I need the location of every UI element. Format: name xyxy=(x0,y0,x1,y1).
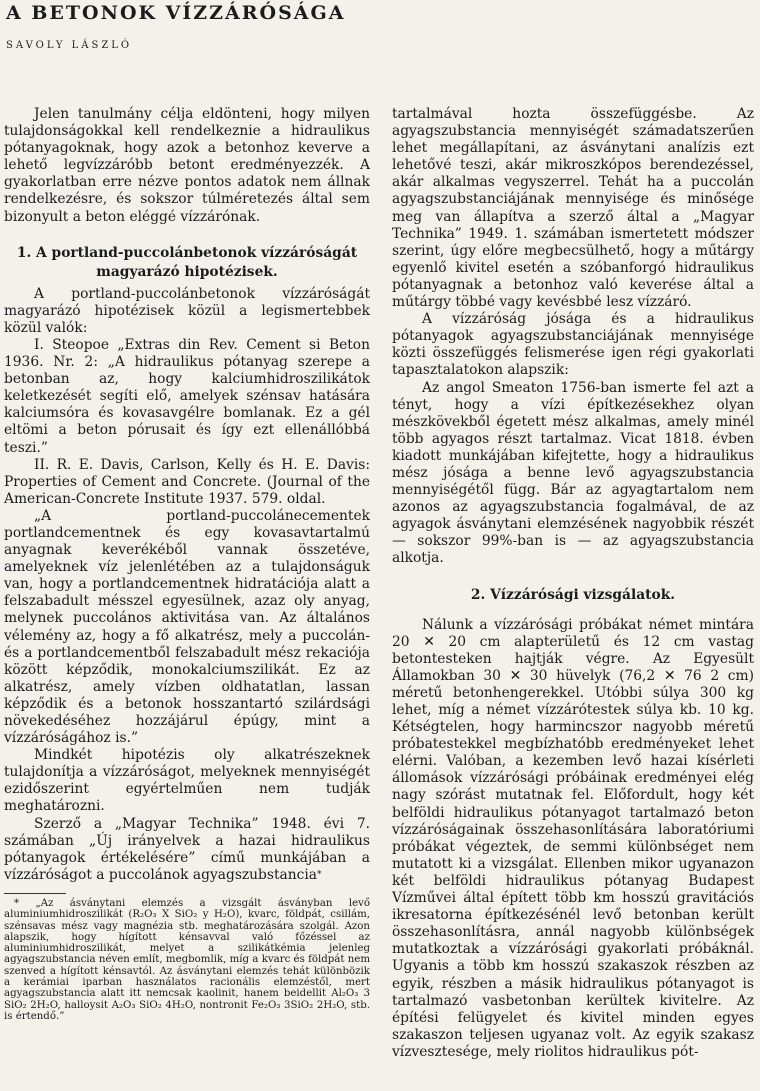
footnote-marker: * xyxy=(317,869,322,880)
continuation-paragraph: tartalmával hozta összefüggésbe. Az agyagszubstancia mennyiségét számadatszerűen lehet megállapítani, az ásványtani analízis ezt lehetővé teszi, akár mikroszkópos berendezéssel, akár alkalmas vegyszerrel. Tehát ha a puccolán agyagszubstanciájának mennyisége és minősége meg van állapítva a szerző által a „Magyar Technika” 1949. 1. számában ismertetett módszer szerint, úgy előre megbecsülhető, hogy a műtárgy egyenlő kivitel esetén a szóbanforgó hidraulikus pótanyagnak a betonhoz való keverése által a műtárgy többé vagy kevésbbé lesz vízzáró. xyxy=(392,106,754,311)
davis-paragraph: II. R. E. Davis, Carlson, Kelly és H. E. Davis: Properties of Cement and Concrete. (Journal of the American-Concrete Institute 1937. 579. oldal. xyxy=(4,456,370,507)
hypotheses-intro-paragraph: A portland-puccolánbetonok vízzáróságát magyarázó hipotézisek közül a legismertebbek közül valók: xyxy=(4,285,370,336)
steopoe-paragraph: I. Steopoe „Extras din Rev. Cement si Beton 1936. Nr. 2: „A hidraulikus pótanyag szerepe a betonban az, hogy kalciumhidroszilikátok keletkezését segíti elő, amelyek szénsav hatására kalciumsóra és kovasavgélre bomlanak. Ez a gél eltömi a beton pórusait és így ezt ellenállóbbá teszi.” xyxy=(4,336,370,456)
left-column xyxy=(4,106,370,1022)
footnote xyxy=(4,898,370,1022)
quote-paragraph: „A portland-puccolánecementek portlandcementnek és egy kovasavtartalmú anyagnak keverékéből vannak összetéve, amelyeknek víz jelenlétében az a tulajdonságuk van, hogy a portlandcementnek hidratációja alatt a felszabadult mésszel egyesülnek, azaz oly anyag, melynek puccolános aktivitása van. Az általános vélemény az, hogy a fő alkatrész, mely a puccolán- és a portlandcementből felszabadult mész rekaciója között képződik, monokalciumszilikát. Ez az alkatrész, amely vízben oldhatatlan, lassan képződik és a betonok hosszantartó szilárdsági növekedéséhez hozzájárul épúgy, mint a vízzáróságához is.” xyxy=(4,507,370,747)
footnote-text: * „Az ásványtani elemzés a vizsgált ásványban levő aluminiumhidroszilikát (R₂O₃ X SiO₂ y H₂O), kvarc, földpát, csillám, szénsavas mész vagy magnézia stb. meghatározására szolgál. Azon alapszik, hogy hígított kénsavval való főzéssel az aluminiumhidroszilikát, melyet a szilikátkémia jelenleg agyagszubstancia néven említ, megbomlik, míg a kvarc és földpát nem szenved a hígított kénsavtól. Az ásványtani elemzés tehát különbözik a kerámiai iparban használatos racionális elemzéstől, mert agyagszubstancia alatt itt nemcsak kaolinit, hanem beidellit Al₂O₃ 3 SiO₂ 2H₂O, halloysit A₂O₃ SiO₂ 4H₂O, nontronit Fe₂O₃ 3SiO₂ 2H₂O, stb. is értendő.” xyxy=(4,897,370,1022)
section-heading-1: 1. A portland-puccolánbetonok vízzáróságát magyarázó hipotézisek. xyxy=(16,244,358,280)
right-column xyxy=(392,106,754,1061)
author-paragraph xyxy=(4,816,370,884)
author-name: SAVOLY LÁSZLÓ xyxy=(6,40,133,51)
author-paragraph-text: Szerző a „Magyar Technika” 1948. évi 7. számában „Új irányelvek a hazai hidraulikus pótanyagok értékelésére” című munkájában a vízzáróságot a puccolánok agyagszubstancia xyxy=(4,815,370,883)
relationship-paragraph: A vízzáróság jósága és a hidraulikus pótanyagok agyagszubstanciájának mennyisége közti összefüggés felismerése igen régi gyakorlati tapasztalatokon alapszik: xyxy=(392,311,754,379)
article-title: A BETONOK VÍZZÁRÓSÁGA xyxy=(6,2,346,24)
history-paragraph: Az angol Smeaton 1756-ban ismerte fel azt a tényt, hogy a vízi építkezésekhez olyan mészkövekből égetett mész alkalmas, amely minél több agyagos részt tartalmaz. Vicat 1818. évben kiadott munkájában kifejtette, hogy a hidraulikus mész jósága a benne levő agyagszubstancia mennyiségétől függ. Bár az agyagtartalom nem azonos az agyagszubstancia fogalmával, de az agyagok ásványtani elemzésének nagyobbik részét — sokszor 99%-ban is — az agyagszubstancia alkotja. xyxy=(392,379,754,567)
intro-paragraph: Jelen tanulmány célja eldönteni, hogy milyen tulajdonságokkal kell rendelkeznie a hidraulikus pótanyagoknak, hogy azok a betonhoz keverve a lehető legvízzáróbb betont eredményezzék. A gyakorlatban erre nézve pontos adatok nem állnak rendelkezésre, és sokszor túlméretezés által sem bizonyult a beton eléggé vízzárónak. xyxy=(4,106,370,225)
footnote-divider xyxy=(4,893,66,894)
both-hypotheses-paragraph: Mindkét hipotézis oly alkatrészeknek tulajdonítja a vízzáróságot, melyeknek mennyiségét ezidőszerint egyértelműen nem tudják meghatározni. xyxy=(4,747,370,815)
section-heading-2: 2. Vízzárósági vizsgálatok. xyxy=(470,586,676,603)
tests-paragraph: Nálunk a vízzárósági próbákat német mintára 20 ✕ 20 cm alapterületű és 12 cm vastag betontesteken hajtják végre. Az Egyesült Államokban 30 ✕ 30 hüvelyk (76,2 ✕ 76 2 cm) méretű betonhengerekkel. Utóbbi súlya 300 kg lehet, míg a német vízzárótestek súlya kb. 10 kg. Kétségtelen, hogy harmincszor nagyobb méretű próbatestekkel megbízhatóbb eredményeket lehet elérni. Valóban, a kezemben levő hazai kísérleti állomások vízzárósági próbáinak eredményei elég nagy szórást mutatnak fel. Előfordult, hogy két belföldi hidraulikus pótanyagot tartalmazó beton vízzáróságainak összehasonlítására laboratóriumi próbákat végeztek, de semmi különbséget nem mutatott ki a vizsgálat. Ellenben mikor ugyanazon két belföldi hidraulikus pótanyag Budapest Vízművei által épített több km hosszú gravitációs ikresatorna építkezésénél levő betonban került összehasonlításra, annál nagyobb különbségek mutatkoztak a vízzárósági gyakorlati próbáknál. Ugyanis a több km hosszú szakaszok részben az egyik, részben a másik hidraulikus pótanyagot is tartalmazó vasbetonban kerültek kivitelre. Az építési felügyelet és kivitel minden egyes szakaszon teljesen ugyanaz volt. Az egyik szakasz vízvesztesége, mely riolitos hidraulikus pót- xyxy=(392,616,754,1060)
